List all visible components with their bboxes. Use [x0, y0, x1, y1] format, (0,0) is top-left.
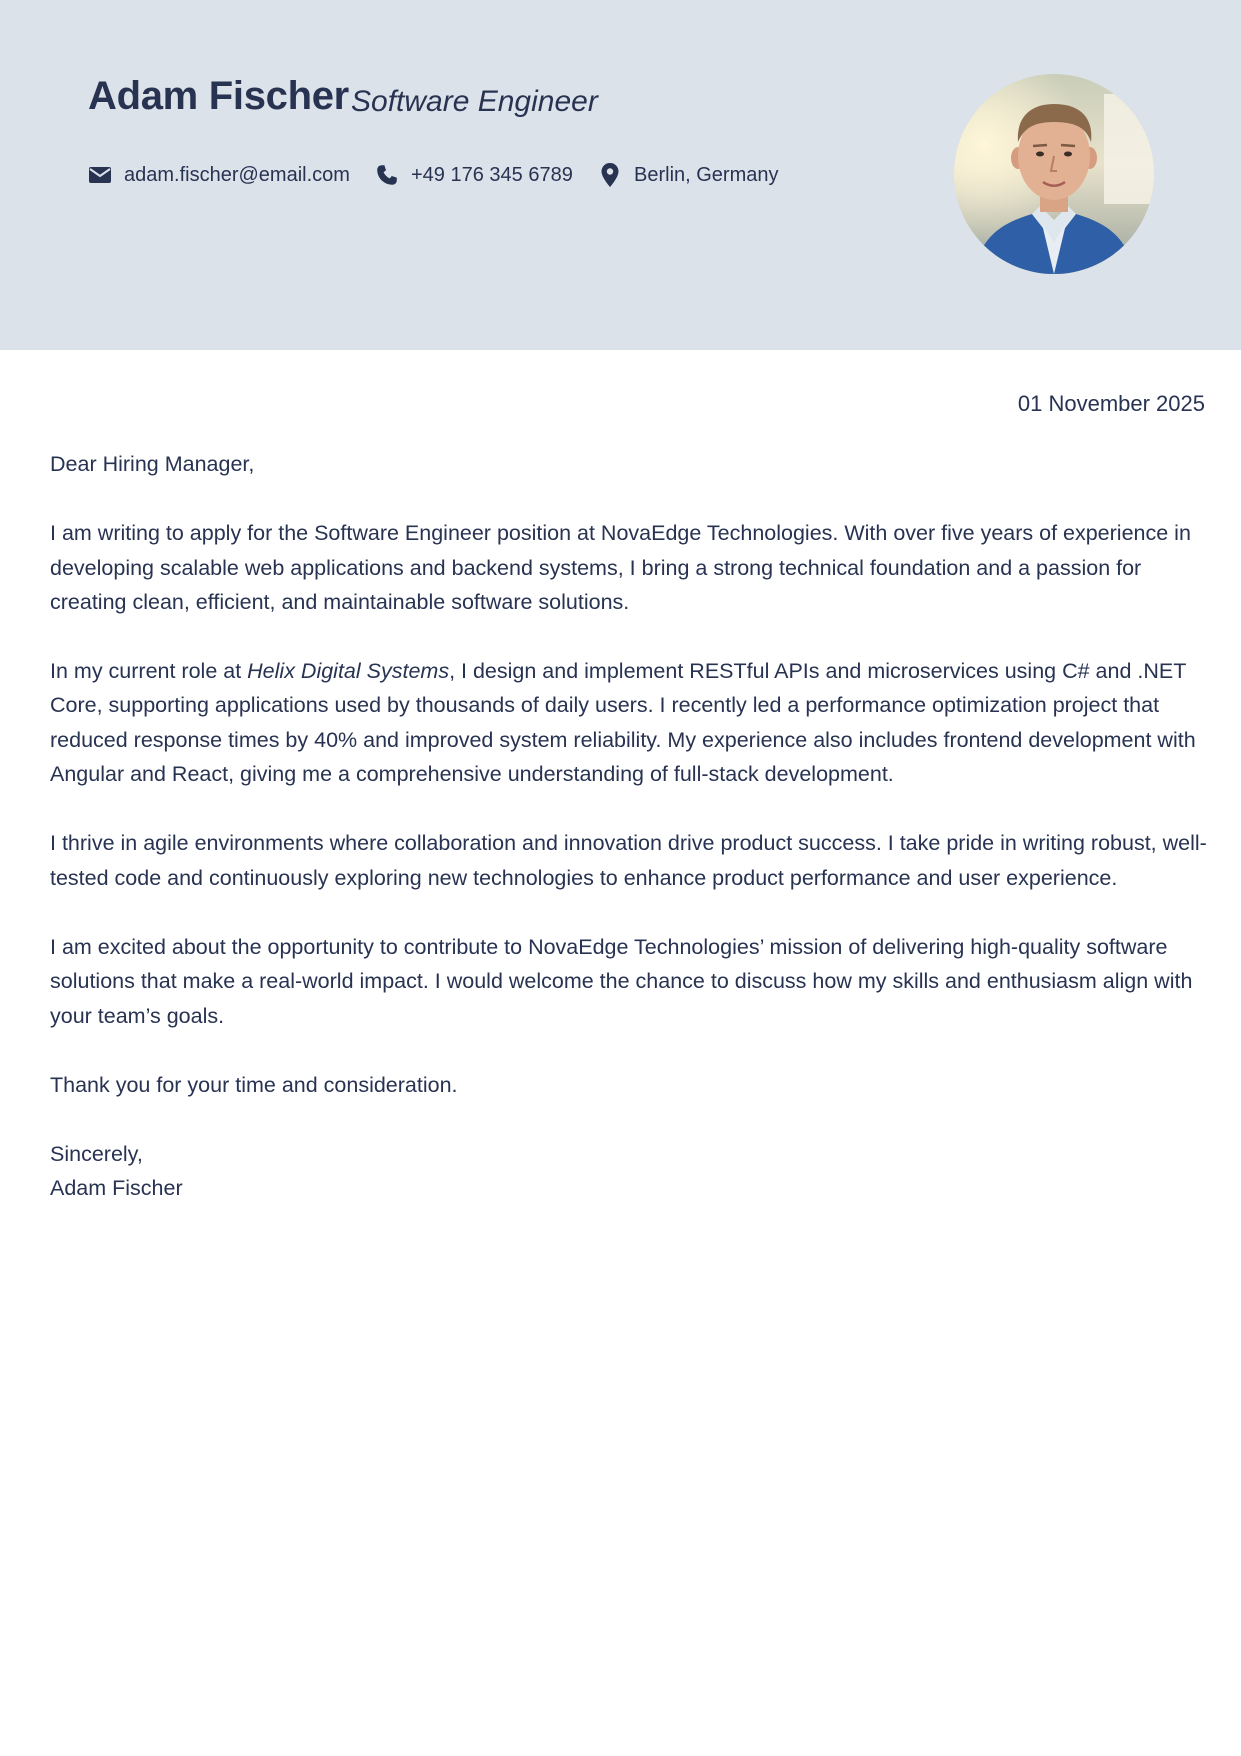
job-title: Software Engineer	[351, 85, 598, 118]
profile-photo	[954, 74, 1154, 274]
contact-phone	[374, 160, 573, 190]
paragraph-experience-rest: , I design and implement RESTful APIs and microservices using C# and .NET Core, supporting applications used by thousands of daily users. I recently led a performance optimization project that reduced response times by 40% and improved system reliability. My experience also includes frontend development with Angular and React, giving me a comprehensive understanding of full-stack development.	[50, 659, 1196, 787]
paragraph-experience	[50, 654, 1210, 791]
letter-date: 01 November 2025	[1017, 391, 1205, 416]
phone-text: +49 176 345 6789	[411, 163, 573, 186]
company-name: Helix Digital Systems	[247, 659, 450, 684]
paragraph-intro: I am writing to apply for the Software Engineer position at NovaEdge Technologies. With over five years of experience in developing scalable web applications and backend systems, I bring a strong technical foundation and a passion for creating clean, efficient, and maintainable software solutions.	[50, 521, 1191, 614]
signature-name: Adam Fischer	[50, 1176, 183, 1201]
map-pin-icon	[597, 162, 623, 188]
paragraph-motivation: I am excited about the opportunity to contribute to NovaEdge Technologies’ mission of delivering high-quality software solutions that make a real-world impact. I would welcome the chance to discuss how my skills and enthusiasm align with your team’s goals.	[50, 934, 1193, 1028]
signoff: Sincerely,	[50, 1142, 143, 1167]
contact-email	[87, 160, 350, 190]
contact-location	[597, 160, 779, 190]
paragraph-strengths: I thrive in agile environments where collaboration and innovation drive product success. I take pride in writing robust, well-tested code and continuously exploring new technologies to enhance product performance and user experience.	[50, 831, 1207, 890]
phone-icon	[374, 162, 400, 188]
letter-body	[50, 447, 1210, 1206]
location-text: Berlin, Germany	[634, 163, 779, 186]
salutation: Dear Hiring Manager,	[50, 452, 255, 476]
closing-thanks: Thank you for your time and consideration.	[50, 1072, 458, 1097]
email-text: adam.fischer@email.com	[124, 163, 350, 186]
envelope-icon	[87, 162, 113, 188]
applicant-name: Adam Fischer	[88, 74, 349, 118]
header-banner	[0, 0, 1241, 350]
paragraph-experience-lead: In my current role at	[50, 659, 248, 684]
